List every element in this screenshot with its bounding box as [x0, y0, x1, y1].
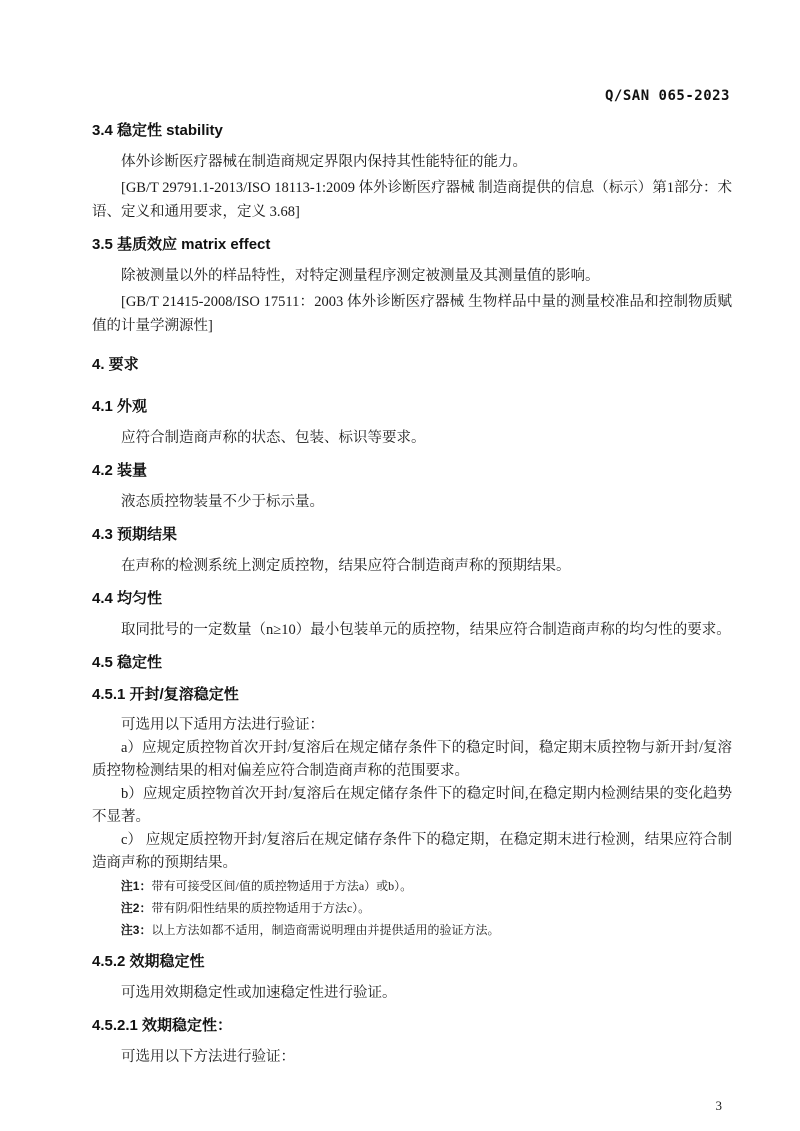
- paragraph-stability-reference: [GB/T 29791.1-2013/ISO 18113-1:2009 体外诊断医疗器械 制造商提供的信息（标示）第1部分：术语、定义和通用要求，定义 3.68]: [92, 180, 733, 220]
- paragraph-expected-result: 在声称的检测系统上测定质控物，结果应符合制造商声称的预期结果。: [121, 558, 571, 574]
- paragraph-volume: 液态质控物装量不少于标示量。: [121, 494, 324, 510]
- paragraph-appearance: 应符合制造商声称的状态、包装、标识等要求。: [121, 430, 426, 446]
- heading-4-5-stability: 4.5 稳定性: [92, 654, 163, 671]
- note-2: [92, 897, 732, 919]
- paragraph-shelf-life-intro: 可选用效期稳定性或加速稳定性进行验证。: [121, 985, 397, 1001]
- heading-4-requirements: 4. 要求: [92, 356, 139, 373]
- heading-4-1-appearance: 4.1 外观: [92, 398, 148, 415]
- note-2-label: 注2：: [120, 901, 152, 915]
- note-2-text: 带有阴/阳性结果的质控物适用于方法c）。: [151, 901, 371, 915]
- note-1-text: 带有可接受区间/值的质控物适用于方法a）或b）。: [151, 879, 413, 893]
- document-code: Q/SAN 065-2023: [604, 88, 730, 104]
- page-number: 3: [715, 1098, 722, 1113]
- paragraph-matrix-definition: 除被测量以外的样品特性，对特定测量程序测定被测量及其测量值的影响。: [121, 268, 600, 284]
- paragraph-method-intro: 可选用以下适用方法进行验证：: [121, 717, 324, 733]
- paragraph-homogeneity: 取同批号的一定数量（n≥10）最小包装单元的质控物，结果应符合制造商声称的均匀性的要求。: [121, 622, 731, 638]
- heading-4-5-1-open-reconstitute-stability: 4.5.1 开封/复溶稳定性: [92, 686, 239, 703]
- paragraph-method-c: c） 应规定质控物开封/复溶后在规定储存条件下的稳定期，在稳定期末进行检测，结果应符合制造商声称的预期结果。: [92, 832, 732, 871]
- heading-4-2-volume: 4.2 装量: [92, 462, 148, 479]
- heading-4-3-expected-result: 4.3 预期结果: [92, 526, 178, 543]
- note-1-label: 注1：: [120, 879, 152, 893]
- paragraph-matrix-reference: [GB/T 21415-2008/ISO 17511：2003 体外诊断医疗器械 生物样品中量的测量校准品和控制物质赋值的计量学溯源性]: [92, 294, 732, 334]
- heading-3-4-stability: 3.4 稳定性 stability: [92, 122, 223, 139]
- heading-4-5-2-shelf-life-stability: 4.5.2 效期稳定性: [92, 953, 205, 970]
- heading-3-5-matrix-effect: 3.5 基质效应 matrix effect: [92, 236, 271, 253]
- note-3-text: 以上方法如都不适用，制造商需说明理由并提供适用的验证方法。: [151, 923, 500, 937]
- paragraph-method-b: b）应规定质控物首次开封/复溶后在规定储存条件下的稳定时间,在稳定期内检测结果的变化趋势不显著。: [92, 786, 732, 825]
- paragraph-stability-definition: 体外诊断医疗器械在制造商规定界限内保持其性能特征的能力。: [121, 154, 527, 170]
- note-1: [92, 875, 732, 897]
- document-content: [92, 110, 732, 1071]
- heading-4-4-homogeneity: 4.4 均匀性: [92, 590, 163, 607]
- paragraph-shelf-life-methods: 可选用以下方法进行验证：: [121, 1049, 295, 1065]
- heading-4-5-2-1-shelf-life: 4.5.2.1 效期稳定性：: [92, 1017, 233, 1034]
- paragraph-method-a: a）应规定质控物首次开封/复溶后在规定储存条件下的稳定时间，稳定期末质控物与新开封/复溶质控物检测结果的相对偏差应符合制造商声称的范围要求。: [92, 740, 732, 779]
- note-3: [92, 919, 732, 941]
- note-3-label: 注3：: [120, 923, 152, 937]
